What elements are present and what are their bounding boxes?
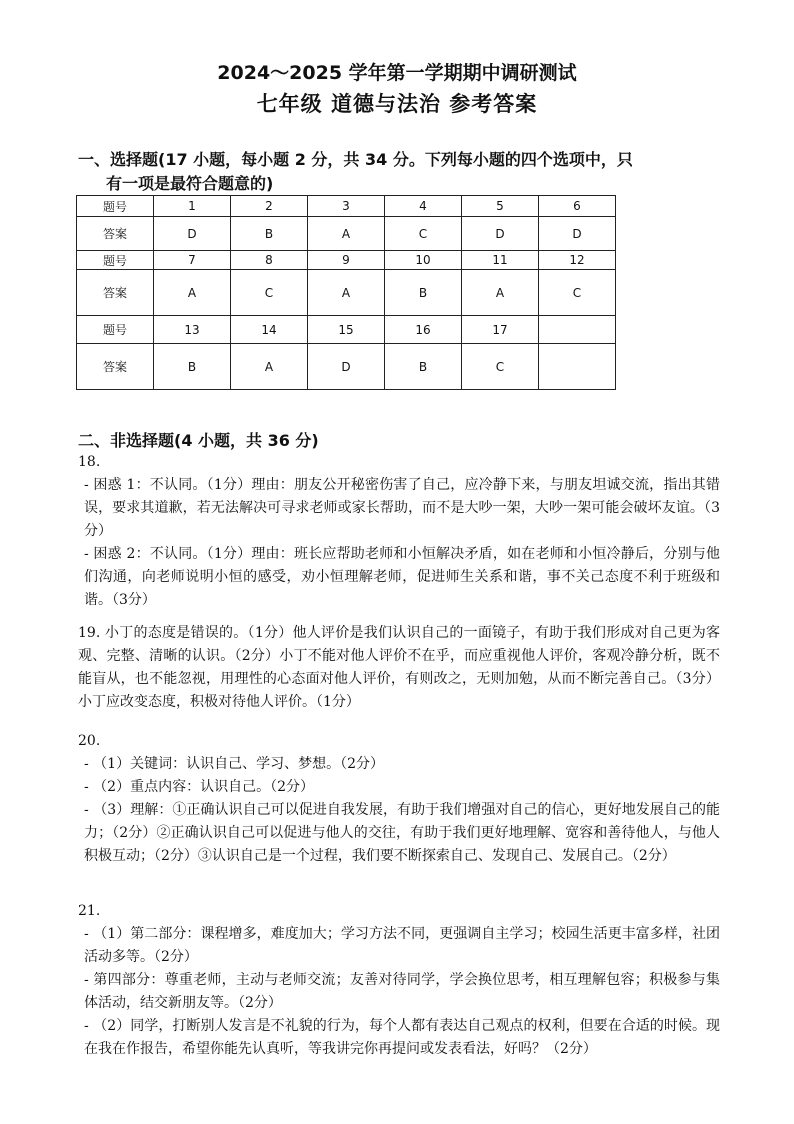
question-number: 12 <box>539 251 616 270</box>
answer-paragraph: - （2）重点内容：认识自己。（2分） <box>84 779 314 795</box>
question-number: 10 <box>385 251 462 270</box>
answer-cell: B <box>385 344 462 390</box>
answer-table <box>76 195 616 390</box>
answer-cell: A <box>308 270 385 316</box>
question-number: 7 <box>154 251 231 270</box>
answer-cell: C <box>462 344 539 390</box>
row-label-answer: 答案 <box>77 217 154 251</box>
question-number: 3 <box>308 196 385 217</box>
answer-cell: D <box>462 217 539 251</box>
answer-paragraph: - （1）第二部分：课程增多，难度加大；学习方法不同，更强调自主学习；校园生活更丰富多样，社团活动多等。（2分） <box>84 926 720 965</box>
answer-paragraph: - 困惑 2：不认同。（1分）理由：班长应帮助老师和小恒解决矛盾，如在老师和小恒冷静后，分别与他们沟通，向老师说明小恒的感受，劝小恒理解老师，促进师生关系和谐，事不关己态度不利于班级和谐。（3分） <box>84 546 720 608</box>
answer-cell: B <box>385 270 462 316</box>
question-20-answer <box>78 730 720 868</box>
row-label-question: 题号 <box>77 196 154 217</box>
table-row-answers <box>77 217 616 251</box>
answer-paragraph: 19. 小丁的态度是错误的。（1分）他人评价是我们认识自己的一面镜子，有助于我们形成对自己更为客观、完整、清晰的认识。（2分）小丁不能对他人评价不在乎，而应重视他人评价，客观冷静分析，既不能盲从，也不能忽视，用理性的心态面对他人评价，有则改之，无则加勉，从而不断完善自己。（3分）小丁应改变态度，积极对待他人评价。（1分） <box>78 625 720 710</box>
answer-paragraph: - （2）同学，打断别人发言是不礼貌的行为，每个人都有表达自己观点的权利，但要在合适的时候。现在我在作报告，希望你能先认真听，等我讲完你再提问或发表看法，好吗？（2分） <box>84 1018 720 1057</box>
exam-subtitle: 七年级 道德与法治 参考答案 <box>256 92 538 116</box>
question-number: 11 <box>462 251 539 270</box>
row-label-answer: 答案 <box>77 270 154 316</box>
question-number: 13 <box>154 316 231 344</box>
question-number: 4 <box>385 196 462 217</box>
question-number: 1 <box>154 196 231 217</box>
answer-cell: A <box>154 270 231 316</box>
question-number: 14 <box>231 316 308 344</box>
question-number-label: 18. <box>78 454 101 470</box>
question-number: 9 <box>308 251 385 270</box>
question-19-answer <box>78 622 720 714</box>
question-number: 15 <box>308 316 385 344</box>
answer-cell: B <box>154 344 231 390</box>
answer-cell: D <box>539 217 616 251</box>
table-row-answers <box>77 270 616 316</box>
section-1-heading <box>78 148 718 196</box>
table-row-numbers <box>77 316 616 344</box>
question-number: 2 <box>231 196 308 217</box>
table-row-answers <box>77 344 616 390</box>
answer-cell: D <box>308 344 385 390</box>
answer-paragraph: - （1）关键词：认识自己、学习、梦想。（2分） <box>84 756 384 772</box>
section-1-heading-line1: 一、选择题(17 小题，每小题 2 分，共 34 分。下列每小题的四个选项中，只 <box>78 150 633 169</box>
answer-cell: C <box>539 270 616 316</box>
section-2-heading: 二、非选择题(4 小题，共 36 分) <box>78 431 319 450</box>
answer-cell: D <box>154 217 231 251</box>
answer-cell: C <box>231 270 308 316</box>
question-number-label: 21. <box>78 903 101 919</box>
exam-title: 2024～2025 学年第一学期期中调研测试 <box>217 62 577 84</box>
answer-cell: B <box>231 217 308 251</box>
answer-cell: A <box>231 344 308 390</box>
question-number: 6 <box>539 196 616 217</box>
question-18-answer <box>78 451 720 612</box>
row-label-answer: 答案 <box>77 344 154 390</box>
question-number <box>539 316 616 344</box>
answer-cell: C <box>385 217 462 251</box>
table-row-numbers <box>77 251 616 270</box>
answer-cell: A <box>308 217 385 251</box>
question-number-label: 20. <box>78 733 101 749</box>
row-label-question: 题号 <box>77 316 154 344</box>
question-number: 5 <box>462 196 539 217</box>
question-number: 8 <box>231 251 308 270</box>
answer-paragraph: - 困惑 1：不认同。（1分）理由：朋友公开秘密伤害了自己，应冷静下来，与朋友坦诚交流，指出其错误，要求其道歉，若无法解决可寻求老师或家长帮助，而不是大吵一架，大吵一架可能会破坏友谊。（3分） <box>84 477 720 539</box>
question-number: 17 <box>462 316 539 344</box>
question-21-answer <box>78 900 720 1061</box>
question-number: 16 <box>385 316 462 344</box>
answer-paragraph: - 第四部分：尊重老师，主动与老师交流；友善对待同学，学会换位思考，相互理解包容；积极参与集体活动，结交新朋友等。（2分） <box>84 972 720 1011</box>
answer-cell <box>539 344 616 390</box>
table-row-numbers <box>77 196 616 217</box>
answer-paragraph: - （3）理解：①正确认识自己可以促进自我发展，有助于我们增强对自己的信心，更好地发展自己的能力；（2分）②正确认识自己可以促进与他人的交往，有助于我们更好地理解、宽容和善待他人，与他人积极互动；（2分）③认识自己是一个过程，我们要不断探索自己、发现自己、发展自己。（2分） <box>84 802 720 864</box>
answer-cell: A <box>462 270 539 316</box>
section-1-heading-line2: 有一项是最符合题意的) <box>106 174 274 193</box>
row-label-question: 题号 <box>77 251 154 270</box>
